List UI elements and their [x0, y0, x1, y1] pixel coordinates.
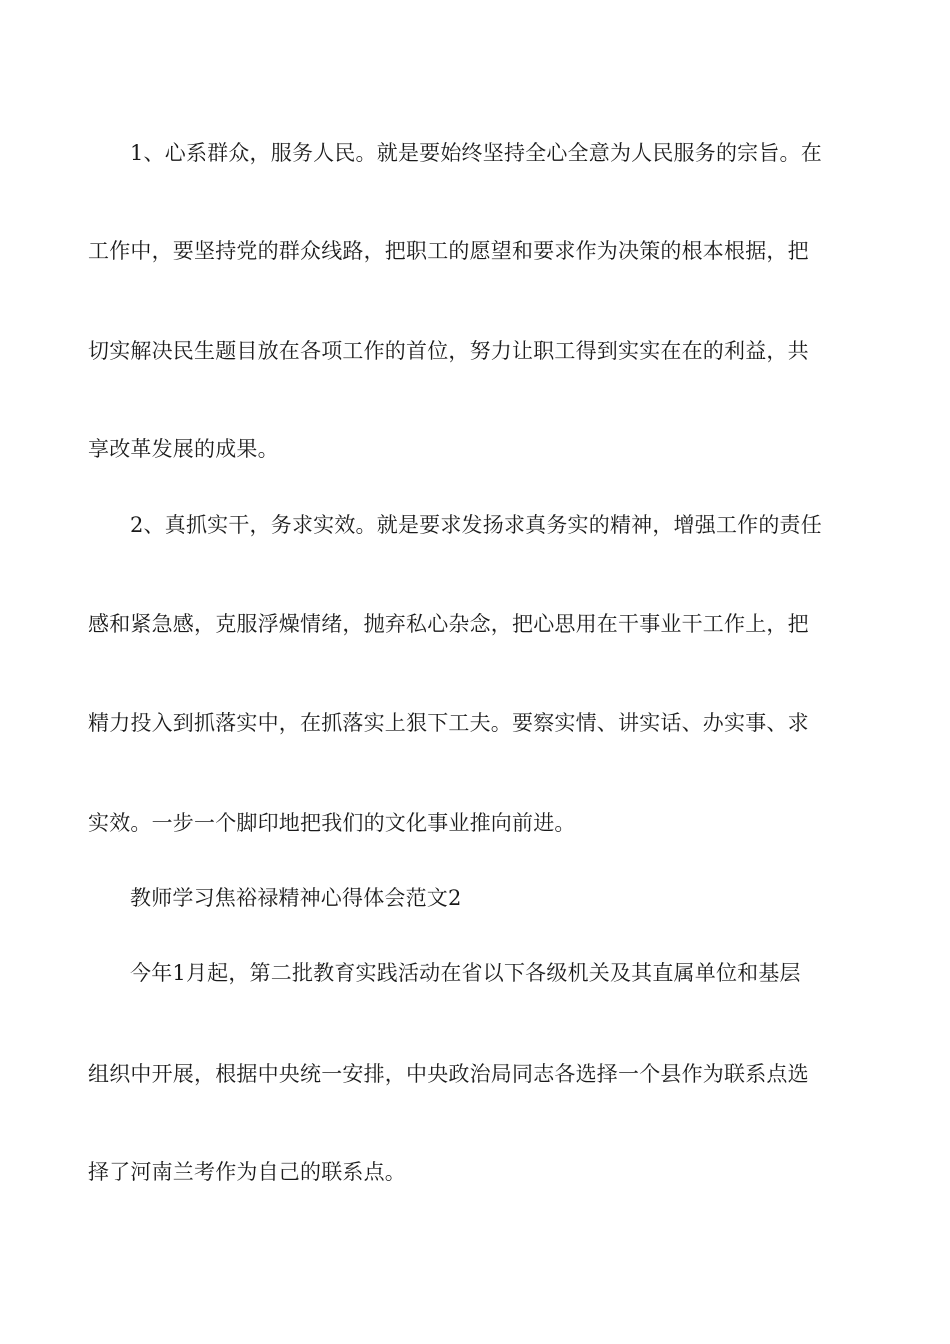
paragraph-1-line-4: 享改革发展的成果。 — [88, 437, 279, 461]
paragraph-3-line-2: 组织中开展，根据中央统一安排，中央政治局同志各选择一个县作为联系点选 — [88, 1062, 809, 1086]
paragraph-3-line-1: 今年1月起，第二批教育实践活动在省以下各级机关及其直属单位和基层 — [130, 961, 801, 985]
paragraph-1-line-1: 1、心系群众，服务人民。就是要始终坚持全心全意为人民服务的宗旨。在 — [130, 141, 822, 165]
paragraph-1-line-2: 工作中，要坚持党的群众线路，把职工的愿望和要求作为决策的根本根据，把 — [88, 239, 809, 263]
paragraph-2-line-4: 实效。一步一个脚印地把我们的文化事业推向前进。 — [88, 811, 576, 835]
paragraph-1-line-3: 切实解决民生题目放在各项工作的首位，努力让职工得到实实在在的利益，共 — [88, 339, 809, 363]
paragraph-2-line-3: 精力投入到抓落实中，在抓落实上狠下工夫。要察实情、讲实话、办实事、求 — [88, 711, 809, 735]
paragraph-2-line-1: 2、真抓实干，务求实效。就是要求发扬求真务实的精神，增强工作的责任 — [130, 513, 822, 537]
section-heading: 教师学习焦裕禄精神心得体会范文2 — [130, 886, 462, 910]
paragraph-2-line-2: 感和紧急感，克服浮燥情绪，抛弃私心杂念，把心思用在干事业干工作上，把 — [88, 612, 809, 636]
paragraph-3-line-3: 择了河南兰考作为自己的联系点。 — [88, 1160, 406, 1184]
